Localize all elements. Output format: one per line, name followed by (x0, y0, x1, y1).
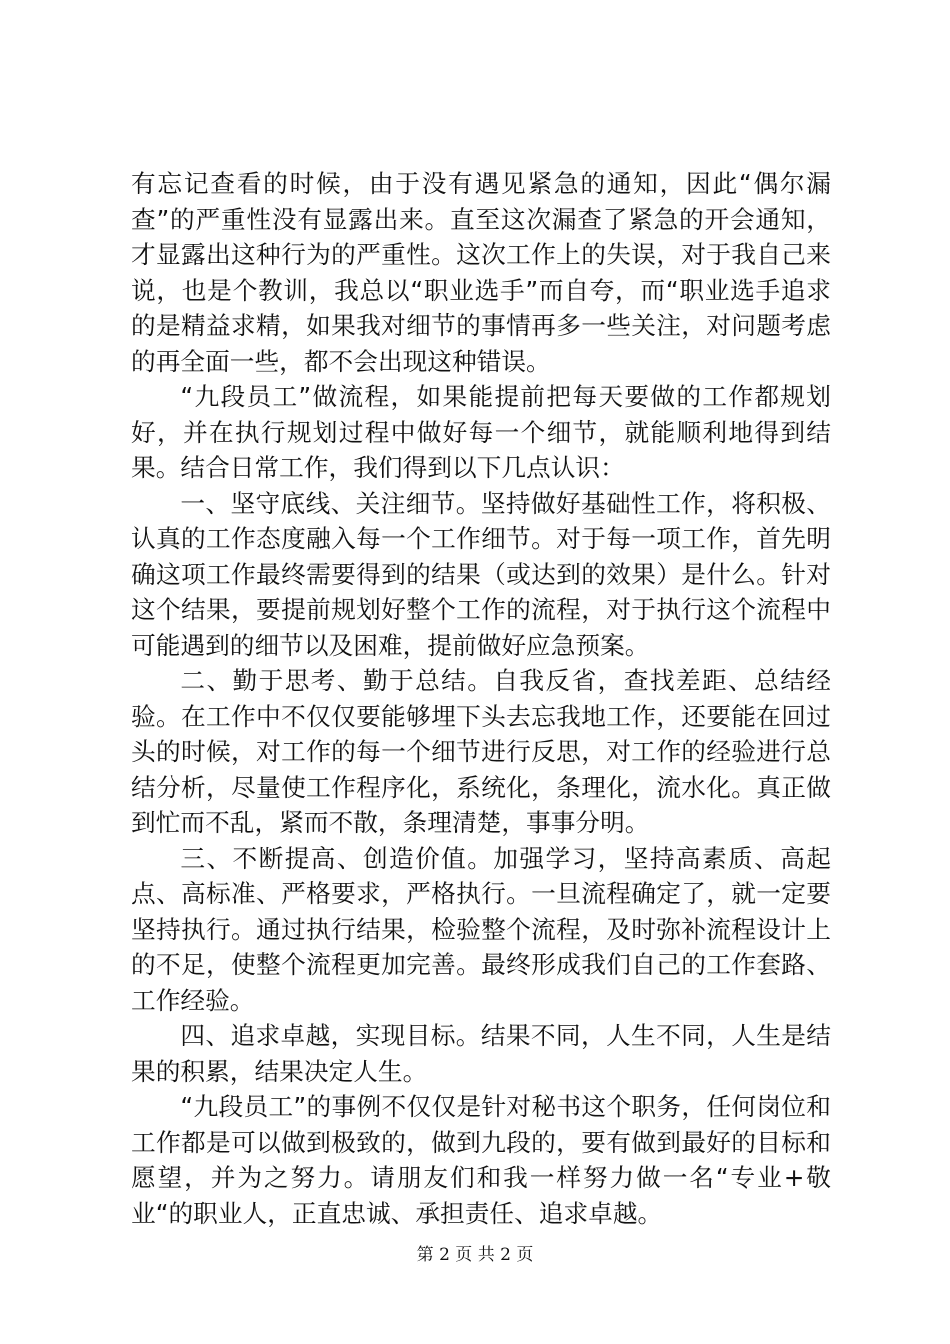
paragraph-point-two: 二、勤于思考、勤于总结。自我反省，查找差距、总结经验。在工作中不仅仅要能够埋下头去忘我地工作，还要能在回过头的时候，对工作的每一个细节进行反思，对工作的经验进行总结分析，尽量使工作程序化，系统化，条理化，流水化。真正做到忙而不乱，紧而不散，条理清楚，事事分明。 (131, 666, 831, 837)
paragraph-point-one: 一、坚守底线、关注细节。坚持做好基础性工作，将积极、认真的工作态度融入每一个工作细节。对于每一项工作，首先明确这项工作最终需要得到的结果（或达到的效果）是什么。针对这个结果，要提前规划好整个工作的流程，对于执行这个流程中可能遇到的细节以及困难，提前做好应急预案。 (131, 488, 831, 660)
document-body (131, 166, 831, 1231)
paragraph-continuation: 有忘记查看的时候，由于没有遇见紧急的通知，因此“偶尔漏查”的严重性没有显露出来。直至这次漏查了紧急的开会通知，才显露出这种行为的严重性。这次工作上的失误，对于我自己来说，也是个教训，我总以“职业选手”而自夸，而“职业选手追求的是精益求精，如果我对细节的事情再多一些关注，对问题考虑的再全面一些，都不会出现这种错误。 (131, 169, 831, 376)
paragraph-process-intro: “九段员工”做流程，如果能提前把每天要做的工作都规划好，并在执行规划过程中做好每一个细节，就能顺利地得到结果。结合日常工作，我们得到以下几点认识： (131, 382, 831, 482)
paragraph-conclusion: “九段员工”的事例不仅仅是针对秘书这个职务，任何岗位和工作都是可以做到极致的，做到九段的，要有做到最好的目标和愿望，并为之努力。请朋友们和我一样努力做一名“专业+敬业“的职业人，正直忠诚、承担责任、追求卓越。 (131, 1092, 831, 1228)
page-number-footer: 第 2 页 共 2 页 (416, 1245, 534, 1265)
paragraph-point-four: 四、追求卓越，实现目标。结果不同，人生不同，人生是结果的积累，结果决定人生。 (131, 1021, 831, 1086)
paragraph-point-three: 三、不断提高、创造价值。加强学习，坚持高素质、高起点、高标准、严格要求，严格执行。一旦流程确定了，就一定要坚持执行。通过执行结果，检验整个流程，及时弥补流程设计上的不足，使整个流程更加完善。最终形成我们自己的工作套路、工作经验。 (131, 843, 831, 1015)
